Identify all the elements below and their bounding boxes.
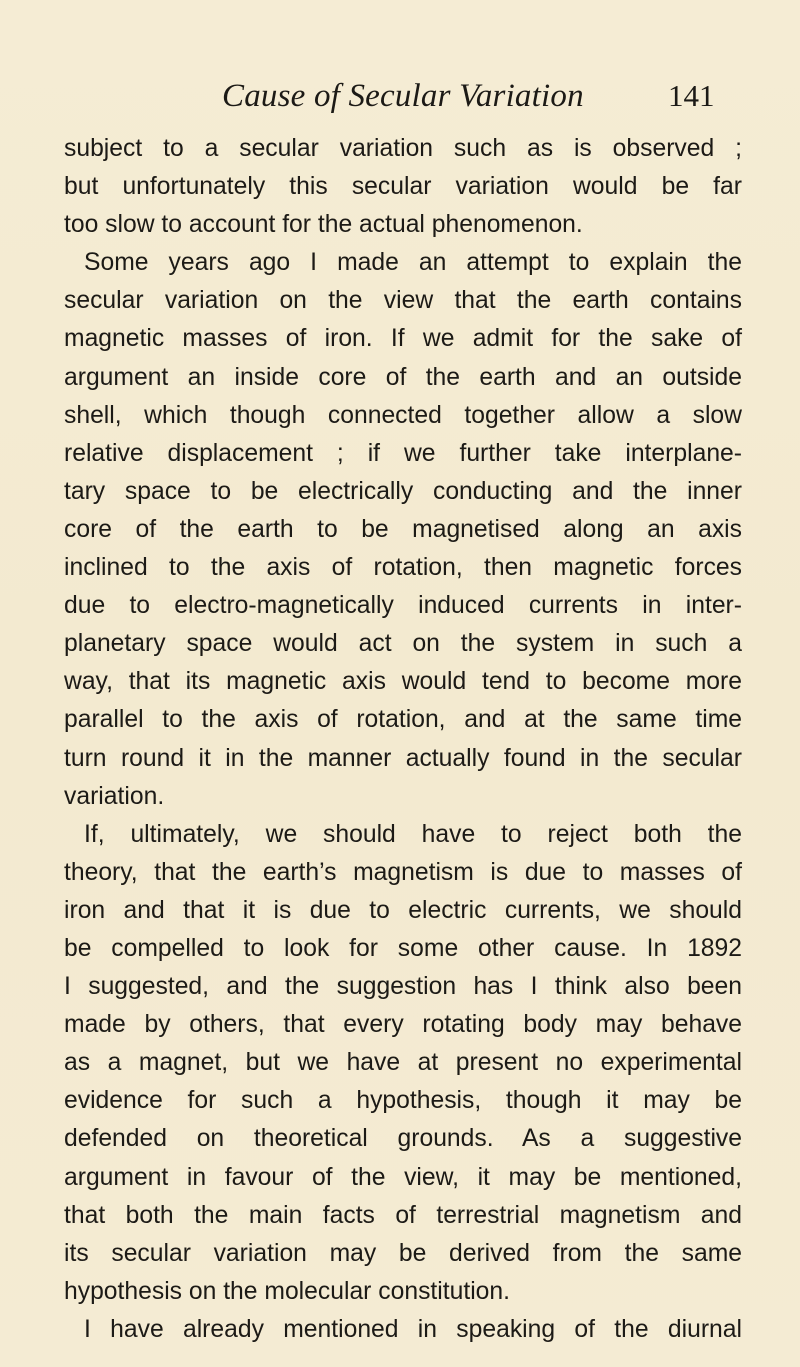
text-line: tary space to be electrically conducting and the inner — [64, 477, 742, 505]
text-line: theory, that the earth’s magnetism is due to masses of — [64, 858, 742, 886]
text-line: planetary space would act on the system in such a — [64, 630, 742, 658]
text-line: too slow to account for the actual phenomenon. — [64, 211, 583, 239]
text-line: magnetic masses of iron. If we admit for the sake of — [64, 325, 742, 353]
running-head — [0, 76, 800, 120]
text-line: made by others, that every rotating body may behave — [64, 1011, 742, 1039]
running-title: Cause of Secular Variation — [222, 78, 584, 114]
text-line: iron and that it is due to electric currents, we should — [64, 896, 742, 924]
text-line: I have already mentioned in speaking of the diurnal — [84, 1315, 742, 1343]
text-line: shell, which though connected together allow a slow — [64, 401, 742, 429]
text-line: be compelled to look for some other cause. In 1892 — [64, 934, 742, 962]
text-line: defended on theoretical grounds. As a suggestive — [64, 1125, 742, 1153]
text-line: secular variation on the view that the earth contains — [64, 287, 742, 315]
text-line: way, that its magnetic axis would tend to become more — [64, 668, 742, 696]
text-line: parallel to the axis of rotation, and at the same time — [64, 706, 742, 734]
text-line: turn round it in the manner actually found in the secular — [64, 744, 742, 772]
text-line: inclined to the axis of rotation, then magnetic forces — [64, 554, 742, 582]
text-line: evidence for such a hypothesis, though it may be — [64, 1087, 742, 1115]
page-number: 141 — [668, 78, 715, 113]
text-line: variation. — [64, 782, 165, 810]
text-line: relative displacement ; if we further take interplane- — [64, 439, 742, 467]
text-line: core of the earth to be magnetised along an axis — [64, 515, 742, 543]
text-line: I suggested, and the suggestion has I think also been — [64, 973, 742, 1001]
text-line: as a magnet, but we have at present no experimental — [64, 1049, 742, 1077]
text-line: If, ultimately, we should have to reject both the — [84, 820, 742, 848]
text-line: hypothesis on the molecular constitution. — [64, 1277, 511, 1305]
text-line: subject to a secular variation such as is observed ; — [64, 135, 742, 162]
text-line: argument in favour of the view, it may be mentioned, — [64, 1163, 742, 1191]
text-line: due to electro-magnetically induced currents in inter- — [64, 592, 742, 620]
text-line: argument an inside core of the earth and an outside — [64, 363, 742, 391]
text-line: but unfortunately this secular variation would be far — [64, 173, 742, 201]
text-line: that both the main facts of terrestrial magnetism and — [64, 1201, 742, 1229]
body-text — [64, 130, 742, 1349]
text-line: its secular variation may be derived from the same — [64, 1239, 742, 1267]
text-line: Some years ago I made an attempt to explain the — [84, 249, 742, 277]
